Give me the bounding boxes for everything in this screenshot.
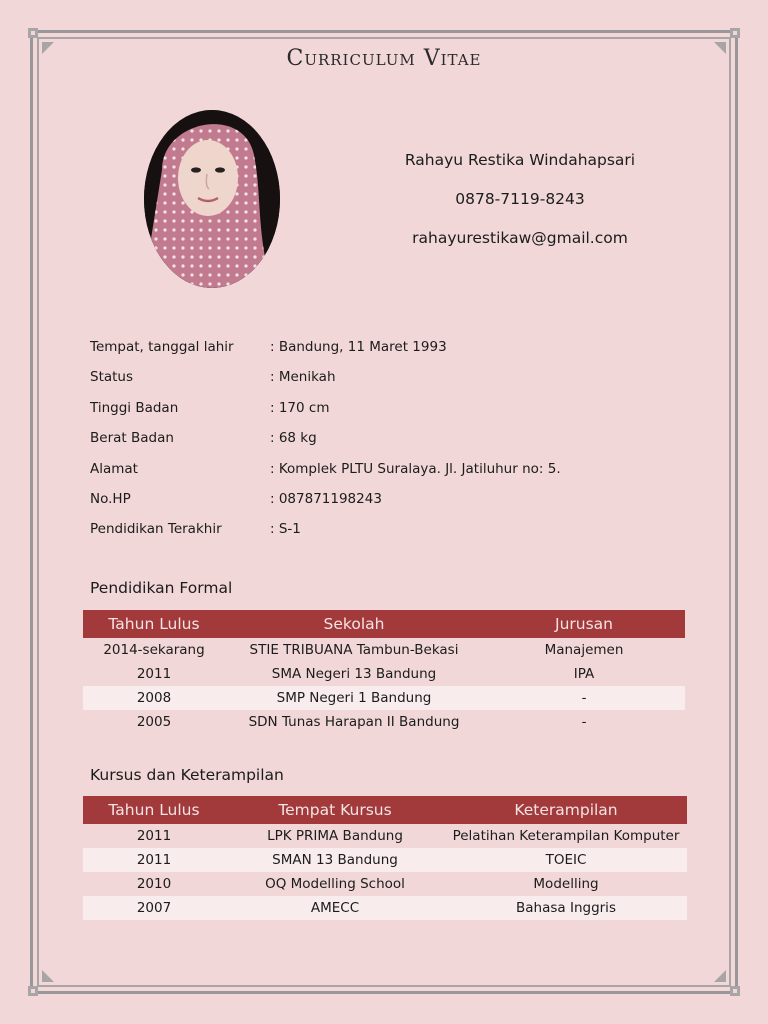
profile-phone: 0878-7119-8243	[455, 190, 585, 208]
info-row-education	[90, 519, 690, 549]
profile-photo	[144, 110, 280, 288]
courses-heading: Kursus dan Keterampilan	[90, 766, 284, 784]
table-cell: SMP Negeri 1 Bandung	[225, 686, 483, 710]
column-header: Tahun Lulus	[83, 796, 225, 824]
info-label: Berat Badan	[90, 430, 174, 447]
table-cell: Manajemen	[544, 642, 624, 658]
table-header-row	[83, 796, 687, 824]
table-cell: SMA Negeri 13 Bandung	[271, 666, 437, 682]
info-value: : 087871198243	[270, 490, 382, 507]
info-row-height	[90, 398, 690, 428]
table-row	[83, 710, 685, 734]
frame-corner-ornament	[28, 28, 38, 38]
info-value: : 68 kg	[270, 430, 317, 447]
table-cell: STIE TRIBUANA Tambun-Bekasi	[249, 642, 459, 658]
info-row-address	[90, 459, 690, 489]
courses-table	[83, 796, 687, 920]
table-cell: 2011	[136, 666, 172, 682]
info-value: : Menikah	[270, 369, 336, 386]
table-row	[83, 686, 685, 710]
table-cell: 2011	[136, 828, 172, 844]
table-cell: 2010	[136, 876, 172, 892]
table-header-row	[83, 610, 685, 638]
table-row	[83, 872, 687, 896]
column-header: Tempat Kursus	[225, 796, 445, 824]
table-cell: TOEIC	[445, 848, 687, 872]
column-header: Sekolah	[225, 610, 483, 638]
profile-name: Rahayu Restika Windahapsari	[404, 151, 636, 169]
info-label: No.HP	[90, 490, 131, 507]
info-value: : Bandung, 11 Maret 1993	[270, 339, 447, 355]
table-cell: -	[581, 714, 587, 730]
frame-corner-ornament	[28, 986, 38, 996]
table-cell: Pelatihan Keterampilan Komputer	[452, 828, 680, 844]
frame-triangle-ornament	[42, 970, 54, 982]
table-row	[83, 824, 687, 848]
table-cell: 2005	[136, 714, 172, 730]
table-cell: SMAN 13 Bandung	[225, 848, 445, 872]
info-value: : Komplek PLTU Suralaya. Jl. Jatiluhur no: 5.	[270, 460, 561, 477]
column-header: Jurusan	[483, 610, 685, 638]
table-row	[83, 638, 685, 662]
table-cell: 2014-sekarang	[103, 642, 205, 658]
info-label: Status	[90, 369, 134, 386]
education-table	[83, 610, 685, 734]
table-row	[83, 662, 685, 686]
info-row-weight	[90, 428, 690, 458]
table-cell: 2011	[83, 848, 225, 872]
table-cell: Modelling	[533, 876, 599, 892]
table-cell: 2008	[83, 686, 225, 710]
info-row-phone	[90, 489, 690, 519]
table-cell: Bahasa Inggris	[445, 896, 687, 920]
page-title: Curriculum Vitae	[286, 46, 482, 71]
frame-triangle-ornament	[714, 970, 726, 982]
profile-email[interactable]: rahayurestikaw@gmail.com	[412, 229, 628, 247]
table-cell: SDN Tunas Harapan II Bandung	[248, 714, 460, 730]
info-label: Pendidikan Terakhir	[90, 521, 222, 538]
column-header: Keterampilan	[445, 796, 687, 824]
frame-corner-ornament	[730, 986, 740, 996]
info-label: Tempat, tanggal lahir	[90, 339, 234, 355]
table-cell: IPA	[573, 666, 595, 682]
info-row-birth	[90, 337, 690, 367]
table-row	[83, 848, 687, 872]
table-row	[83, 896, 687, 920]
education-heading: Pendidikan Formal	[90, 579, 233, 597]
info-label: Tinggi Badan	[90, 399, 179, 416]
table-cell: 2007	[83, 896, 225, 920]
table-cell: AMECC	[225, 896, 445, 920]
table-cell: OQ Modelling School	[265, 876, 405, 892]
column-header: Tahun Lulus	[83, 610, 225, 638]
personal-info-list	[90, 337, 690, 550]
frame-corner-ornament	[730, 28, 740, 38]
info-value: : S-1	[270, 521, 301, 538]
info-row-status	[90, 367, 690, 397]
info-value: : 170 cm	[270, 399, 330, 416]
info-label: Alamat	[90, 460, 138, 477]
table-cell: LPK PRIMA Bandung	[267, 828, 403, 844]
table-cell: -	[483, 686, 685, 710]
